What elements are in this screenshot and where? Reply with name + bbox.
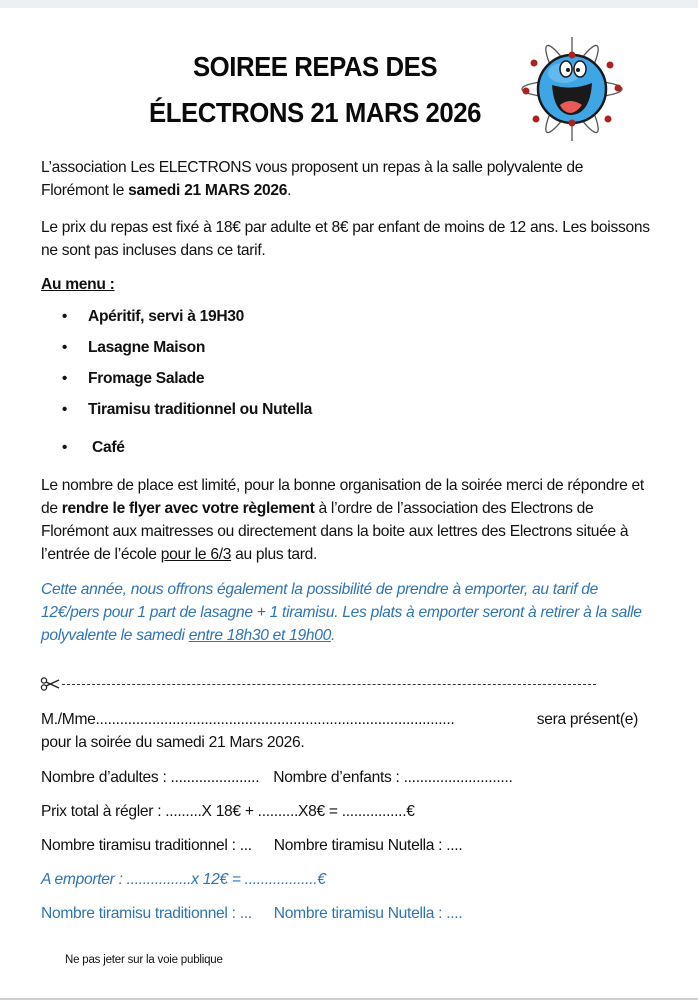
menu-item-label: Fromage Salade — [88, 370, 205, 387]
bullet-icon: • — [62, 401, 67, 418]
intro-date: samedi 21 MARS 2026 — [128, 182, 288, 199]
name-field[interactable]: M./Mme......................................................................................... — [41, 711, 455, 728]
takeaway-text: Cette année, nous offrons également la possibilité de prendre à emporter, au tarif de 12€/pers pour 1 part de lasagne + 1 tiramisu. Les plats à emporter seront à retirer à la salle polyvalente le samedi — [41, 581, 642, 644]
price-paragraph: Le prix du repas est fixé à 18€ par adulte et 8€ par enfant de moins de 12 ans. Les boissons ne sont pas incluses dans ce tarif. — [41, 219, 650, 259]
form-takeaway-tiramisu-line — [41, 902, 462, 925]
scissors-icon — [40, 677, 60, 691]
form-evening-line: pour la soirée du samedi 21 Mars 2026. — [41, 734, 305, 751]
takeaway-tiramisu-nutella-field[interactable]: Nombre tiramisu Nutella : .... — [273, 905, 463, 922]
page-title — [80, 44, 549, 136]
tiramisu-nutella-field[interactable]: Nombre tiramisu Nutella : .... — [273, 837, 463, 854]
menu-item — [62, 339, 205, 357]
form-takeaway-total-line[interactable]: A emporter : ................x 12€ = ..................€ — [41, 871, 326, 888]
intro-paragraph — [41, 156, 651, 202]
dashed-line — [62, 684, 596, 685]
menu-item — [62, 401, 312, 419]
bullet-icon: • — [62, 308, 67, 325]
reservation-text: Le nombre de place est limité, pour la bonne organisation de la soirée merci de répondre et de — [41, 477, 644, 517]
menu-item-label: Lasagne Maison — [88, 339, 206, 356]
bullet-icon: • — [62, 339, 67, 356]
menu-title: Au menu : — [41, 276, 115, 293]
bullet-icon: • — [62, 439, 67, 456]
form-name-line — [41, 708, 638, 731]
menu-item — [62, 308, 244, 326]
takeaway-hours: entre 18h30 et 19h00 — [188, 627, 331, 644]
footer-note: Ne pas jeter sur la voie publique — [65, 954, 223, 966]
reservation-text-2: à l’ordre de l’association des Electrons de Florémont aux maitresses ou directement dans la boite aux lettres des Electrons située à l’entrée de l’école — [41, 500, 629, 563]
intro-end: . — [287, 182, 292, 199]
menu-item — [62, 370, 204, 388]
cut-line — [40, 674, 596, 694]
title-line-2: ÉLECTRONS 21 MARS 2026 — [148, 97, 482, 128]
bullet-icon: • — [62, 370, 67, 387]
reservation-end: au plus tard. — [231, 546, 318, 563]
menu-item-label: Tiramisu traditionnel ou Nutella — [88, 401, 313, 418]
takeaway-tiramisu-trad-field[interactable]: Nombre tiramisu traditionnel : ... — [41, 905, 252, 922]
menu-item — [62, 439, 125, 457]
tiramisu-trad-field[interactable]: Nombre tiramisu traditionnel : ... — [41, 837, 252, 854]
reservation-deadline: pour le 6/3 — [160, 546, 232, 563]
form-tiramisu-line — [41, 834, 462, 857]
menu-item-label: Apéritif, servi à 19H30 — [88, 308, 245, 325]
children-field[interactable]: Nombre d’enfants : ........................... — [273, 769, 513, 786]
reservation-paragraph — [41, 474, 651, 566]
form-total-line[interactable]: Prix total à régler : .........X 18€ + ..........X8€ = ................€ — [41, 803, 415, 820]
flyer-page — [0, 8, 698, 998]
takeaway-paragraph — [41, 578, 651, 647]
reservation-bold: rendre le flyer avec votre règlement — [61, 500, 315, 517]
top-bar — [0, 0, 698, 8]
presence-label: sera présent(e) — [536, 711, 638, 728]
intro-text: L’association Les ELECTRONS vous proposent un repas à la salle polyvalente de Florémont le — [41, 159, 584, 199]
menu-item-label: Café — [92, 439, 125, 456]
title-line-1: SOIREE REPAS DES — [192, 51, 438, 82]
atom-mascot-icon — [520, 33, 624, 145]
adults-field[interactable]: Nombre d’adultes : ...................... — [41, 769, 260, 786]
takeaway-end: . — [330, 627, 336, 644]
form-counts-line — [41, 766, 513, 789]
